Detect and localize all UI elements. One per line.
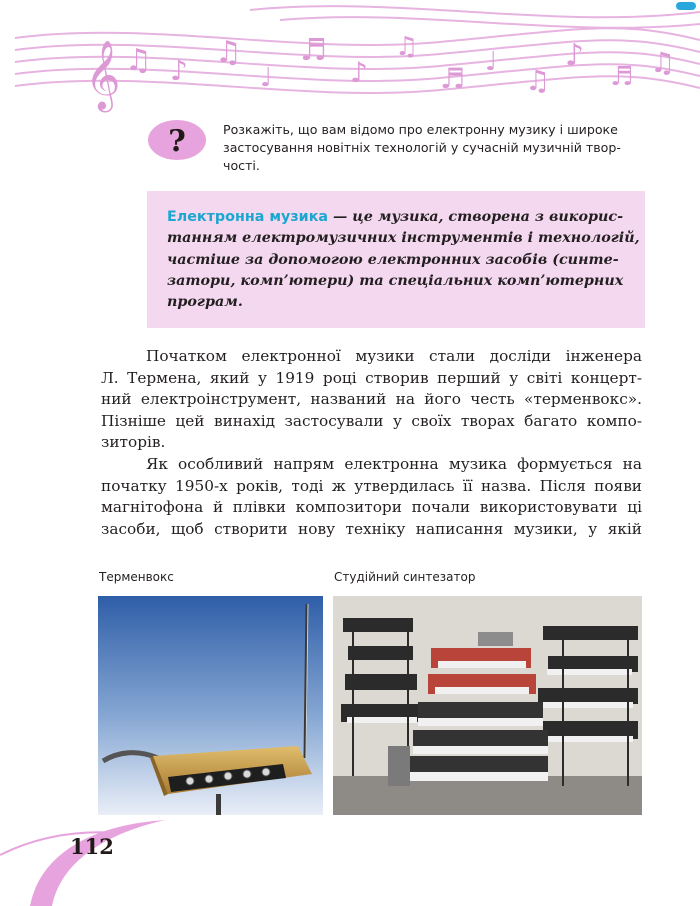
definition-line: танням електромузичних інструментів і технологій,	[167, 230, 640, 247]
definition-term: Електронна музика	[167, 209, 329, 225]
svg-text:♫: ♫	[395, 32, 419, 62]
definition-line: частіше за допомогою електронних засобів (синте-	[167, 251, 619, 268]
corner-badge	[676, 2, 696, 10]
body-line: початку 1950-х років, тоді ж утвердилась її назва. Після появи	[101, 476, 642, 495]
svg-text:♪: ♪	[170, 54, 188, 87]
body-text	[101, 346, 642, 540]
body-line: засоби, щоб створити нову техніку написання музики, у якій	[101, 519, 642, 538]
svg-text:♪: ♪	[565, 38, 585, 73]
body-line: Л. Термена, який у 1919 році створив перший у світі концерт-	[101, 368, 642, 387]
body-line: ний електроінструмент, названий на його честь «терменвокс».	[101, 390, 642, 409]
svg-text:♬: ♬	[440, 62, 466, 95]
definition-line	[167, 207, 627, 228]
svg-text:♪: ♪	[350, 56, 368, 89]
svg-text:?: ?	[168, 124, 186, 159]
body-line: магнітофона й плівки композитори почали використовувати ці	[101, 498, 642, 517]
svg-text:♩: ♩	[485, 47, 498, 77]
svg-text:♫: ♫	[125, 43, 152, 78]
body-line: Як особливий напрям електронна музика формується на	[146, 454, 642, 473]
definition-line-rest: — це музика, створена з викорис-	[328, 209, 624, 225]
treble-clef-icon: 𝄞	[85, 40, 121, 110]
figure-caption-theremin: Терменвокс	[99, 570, 174, 584]
svg-text:♫: ♫	[215, 35, 242, 70]
synthesizer-studio-photo	[333, 596, 642, 815]
definition-line: затори, комп’ютери) та спеціальних комп’ютерних	[167, 272, 624, 289]
discussion-prompt	[223, 121, 633, 175]
body-line: зиторів.	[101, 433, 166, 452]
svg-text:♩: ♩	[260, 63, 273, 93]
body-line: Пізніше цей винахід застосували у своїх творах багато компо-	[101, 411, 642, 430]
music-staff-decoration	[0, 0, 700, 115]
prompt-line: застосування новітніх технологій у сучасній музичній твор-	[223, 140, 621, 155]
question-bubble-icon	[147, 118, 207, 162]
prompt-line: чості.	[223, 158, 260, 173]
page-number-decoration	[0, 815, 170, 906]
theremin-photo	[98, 596, 323, 815]
definition-line: програм.	[167, 294, 243, 311]
svg-text:♬: ♬	[610, 62, 634, 92]
body-line: Початком електронної музики стали досліди інженера	[146, 347, 642, 365]
svg-text:♬: ♬	[300, 33, 327, 68]
figure-caption-synthesizer: Студійний синтезатор	[334, 570, 476, 584]
svg-text:♫: ♫	[525, 64, 551, 97]
svg-text:♫: ♫	[650, 46, 676, 79]
definition-box	[147, 191, 645, 328]
prompt-line: Розкажіть, що вам відомо про електронну музику і широке	[223, 122, 618, 137]
page-number: 112	[70, 834, 114, 859]
